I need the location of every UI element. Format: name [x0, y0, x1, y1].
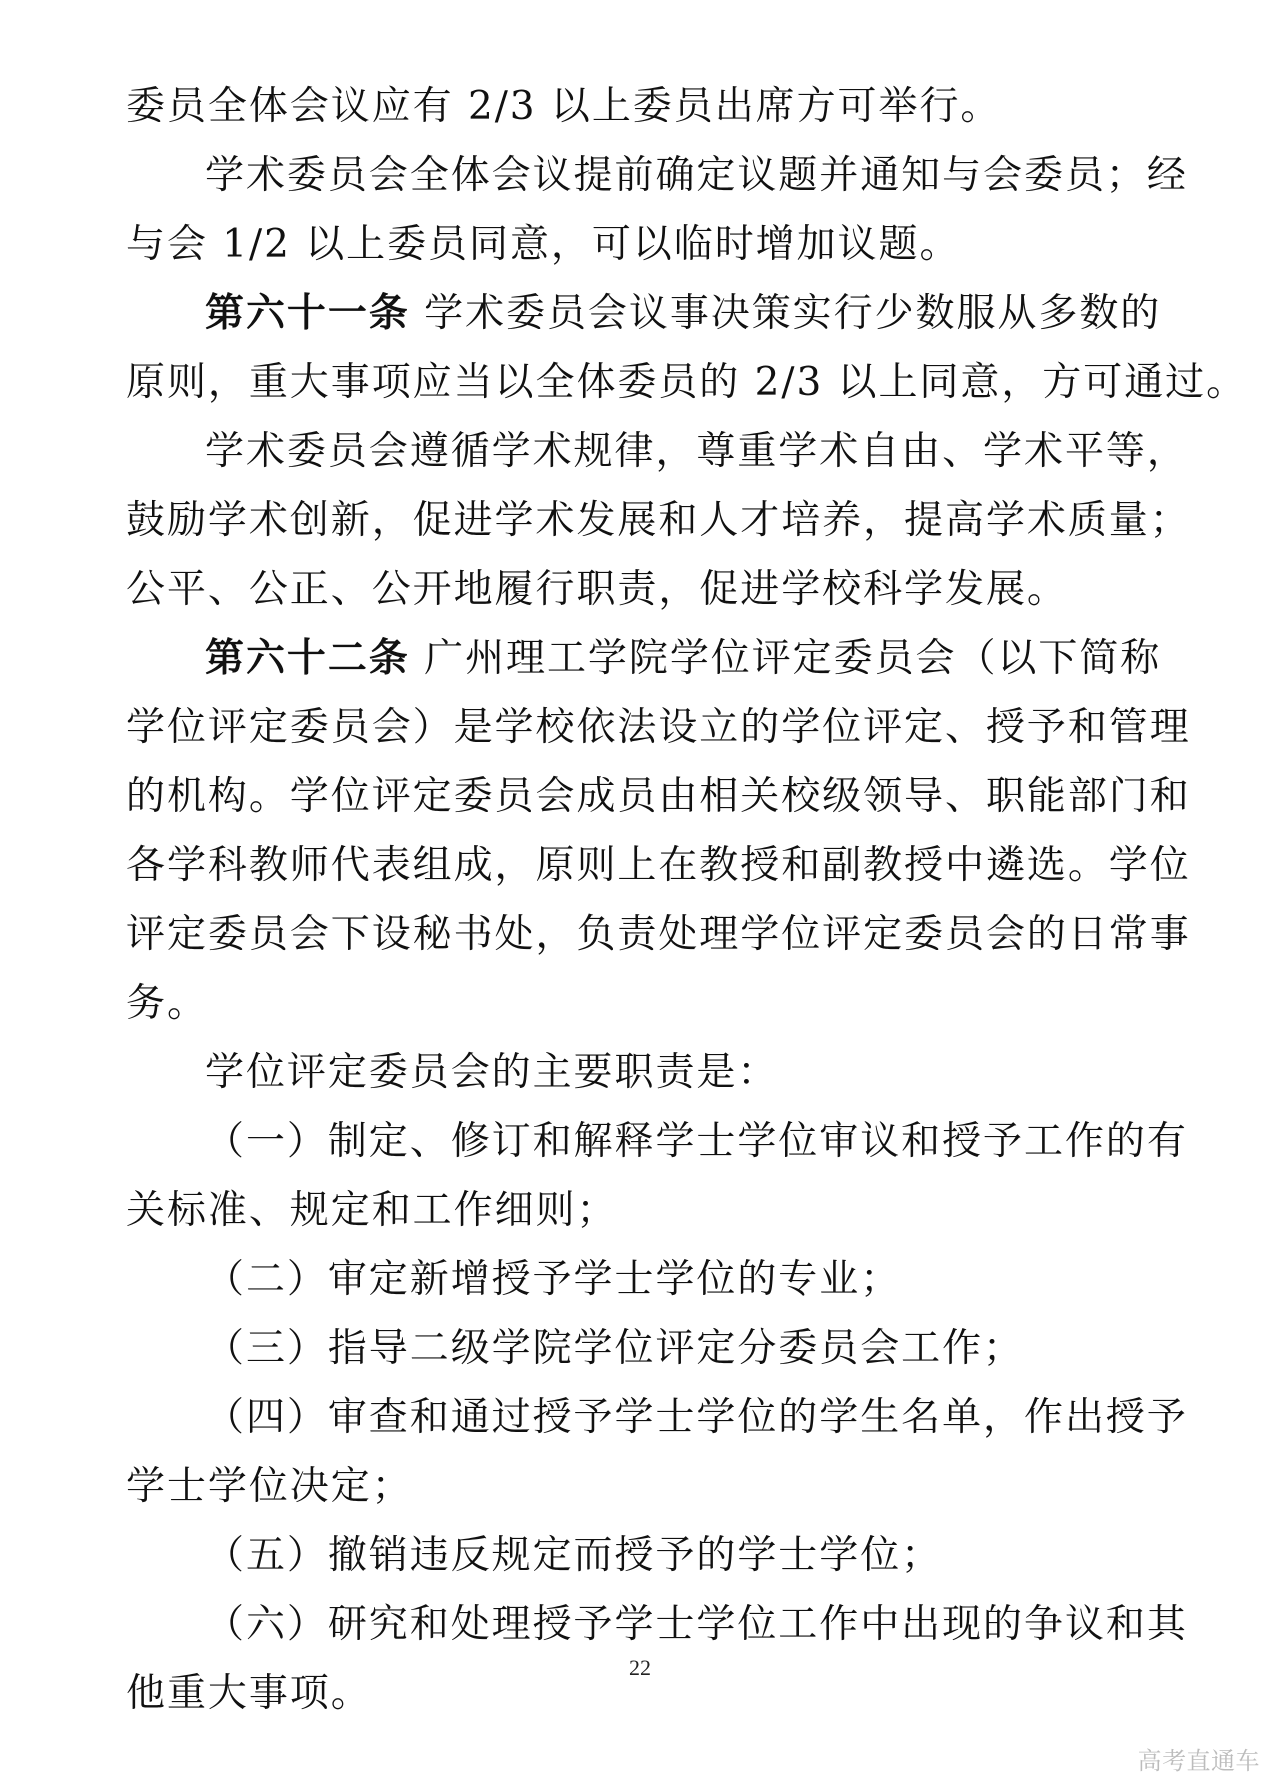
text-line: 学位评定委员会的主要职责是： — [205, 1050, 779, 1095]
text-line: 各学科教师代表组成，原则上在教授和副教授中遴选。学位 — [126, 843, 1191, 888]
list-item: （一）制定、修订和解释学士学位审议和授予工作的有 — [205, 1119, 1188, 1164]
text-line: 学术委员会遵循学术规律，尊重学术自由、学术平等， — [205, 429, 1188, 474]
text-line: 与会 1/2 以上委员同意，可以临时增加议题。 — [126, 222, 961, 267]
text-line: 鼓励学术创新，促进学术发展和人才培养，提高学术质量； — [126, 498, 1191, 543]
article-61-text: 学术委员会议事决策实行少数服从多数的 — [409, 291, 1162, 336]
page-number: 22 — [629, 1655, 651, 1680]
text-line: 评定委员会下设秘书处，负责处理学位评定委员会的日常事 — [126, 912, 1191, 957]
article-61-heading: 第六十一条 — [205, 291, 410, 336]
list-item: （六）研究和处理授予学士学位工作中出现的争议和其 — [205, 1602, 1188, 1647]
list-item: （三）指导二级学院学位评定分委员会工作； — [205, 1326, 1025, 1371]
article-61-line — [126, 279, 1162, 348]
document-body — [126, 72, 1248, 1728]
text-line: 学士学位决定； — [126, 1464, 413, 1509]
article-62-heading: 第六十二条 — [205, 636, 410, 681]
text-line: 原则，重大事项应当以全体委员的 2/3 以上同意，方可通过。 — [126, 360, 1248, 405]
text-line: 关标准、规定和工作细则； — [126, 1188, 618, 1233]
text-line: 委员全体会议应有 2/3 以上委员出席方可举行。 — [126, 84, 1002, 129]
list-item: （五）撤销违反规定而授予的学士学位； — [205, 1533, 943, 1578]
text-line: 公平、公正、公开地履行职责，促进学校科学发展。 — [126, 567, 1068, 612]
list-item: （二）审定新增授予学士学位的专业； — [205, 1257, 902, 1302]
text-line: 学位评定委员会）是学校依法设立的学位评定、授予和管理 — [126, 705, 1191, 750]
watermark: 高考直通车 — [1137, 1747, 1260, 1775]
text-line: 务。 — [126, 981, 208, 1026]
list-item: （四）审查和通过授予学士学位的学生名单，作出授予 — [205, 1395, 1188, 1440]
article-62-line — [126, 624, 1162, 693]
text-line: 学术委员会全体会议提前确定议题并通知与会委员；经 — [205, 153, 1188, 198]
article-62-text: 广州理工学院学位评定委员会（以下简称 — [409, 636, 1162, 681]
text-line: 他重大事项。 — [126, 1671, 372, 1716]
text-line: 的机构。学位评定委员会成员由相关校级领导、职能部门和 — [126, 774, 1191, 819]
